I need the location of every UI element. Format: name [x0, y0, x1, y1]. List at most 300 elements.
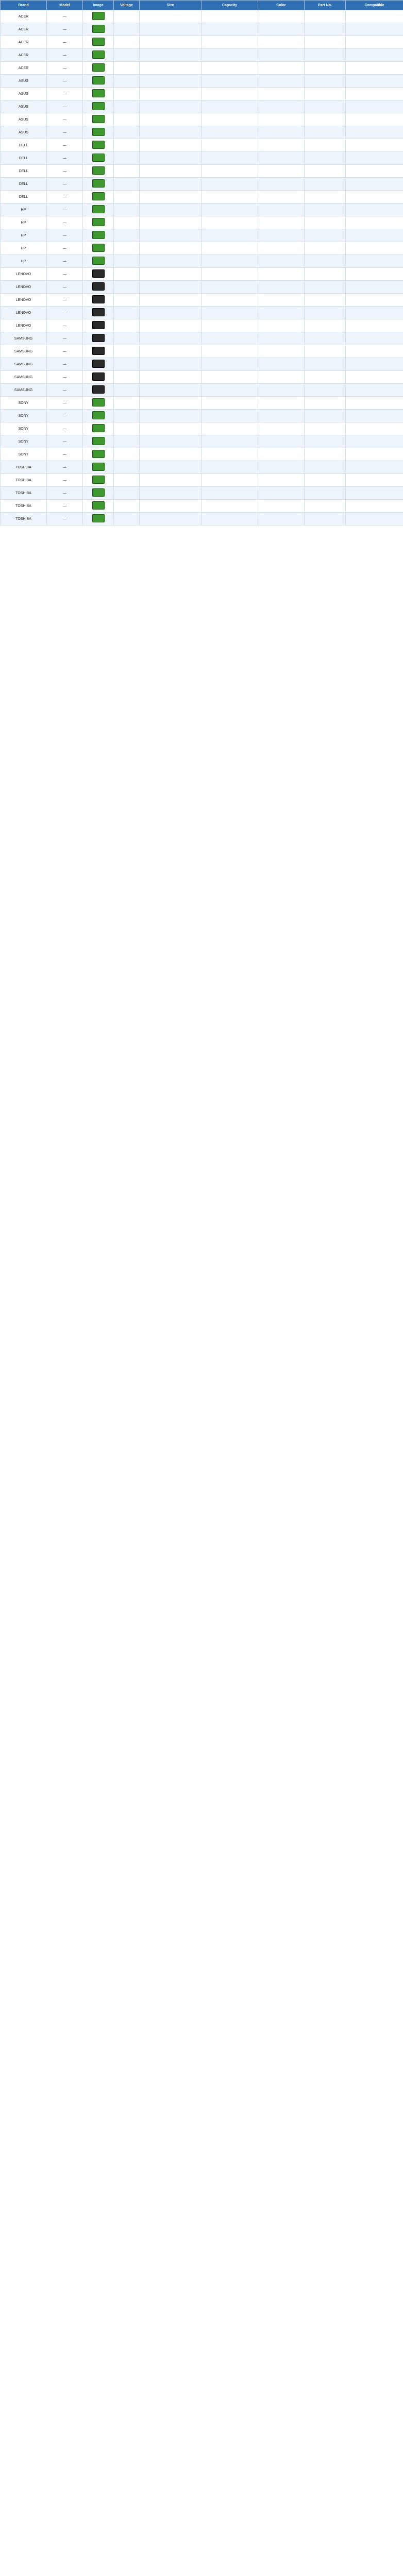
product-thumbnail-icon[interactable]: [92, 141, 105, 149]
cell-model: —: [47, 358, 83, 371]
table-row[interactable]: [1, 23, 403, 36]
cell-voltage: [114, 319, 140, 332]
cell-compatible: [346, 36, 403, 49]
cell-brand: SAMSUNG: [1, 371, 47, 384]
cell-model: —: [47, 435, 83, 448]
cell-voltage: [114, 62, 140, 75]
cell-voltage: [114, 448, 140, 461]
cell-part-no: [305, 294, 346, 307]
cell-capacity: [202, 126, 258, 139]
cell-compatible: [346, 165, 403, 178]
cell-model: —: [47, 216, 83, 229]
product-thumbnail-icon[interactable]: [92, 128, 105, 136]
cell-part-no: [305, 229, 346, 242]
product-thumbnail-icon[interactable]: [92, 476, 105, 484]
cell-image: [83, 229, 114, 242]
cell-size: [140, 474, 202, 487]
product-thumbnail-icon[interactable]: [92, 102, 105, 110]
cell-model: —: [47, 229, 83, 242]
cell-model: —: [47, 345, 83, 358]
product-thumbnail-icon[interactable]: [92, 321, 105, 329]
cell-voltage: [114, 242, 140, 255]
cell-compatible: [346, 371, 403, 384]
cell-image: [83, 307, 114, 319]
cell-voltage: [114, 229, 140, 242]
cell-compatible: [346, 152, 403, 165]
cell-capacity: [202, 461, 258, 474]
cell-part-no: [305, 242, 346, 255]
cell-color: [258, 36, 305, 49]
cell-size: [140, 152, 202, 165]
product-thumbnail-icon[interactable]: [92, 411, 105, 419]
product-thumbnail-icon[interactable]: [92, 76, 105, 84]
table-row[interactable]: [1, 487, 403, 500]
table-row[interactable]: [1, 358, 403, 371]
cell-color: [258, 88, 305, 100]
cell-part-no: [305, 474, 346, 487]
cell-brand: SONY: [1, 410, 47, 422]
cell-color: [258, 500, 305, 513]
table-row[interactable]: [1, 152, 403, 165]
cell-color: [258, 294, 305, 307]
table-row[interactable]: [1, 397, 403, 410]
product-thumbnail-icon[interactable]: [92, 501, 105, 510]
product-thumbnail-icon[interactable]: [92, 25, 105, 33]
cell-model: —: [47, 448, 83, 461]
cell-image: [83, 410, 114, 422]
cell-brand: HP: [1, 204, 47, 216]
cell-compatible: [346, 88, 403, 100]
product-thumbnail-icon[interactable]: [92, 154, 105, 162]
cell-compatible: [346, 307, 403, 319]
cell-model: —: [47, 113, 83, 126]
cell-size: [140, 410, 202, 422]
cell-model: —: [47, 204, 83, 216]
cell-size: [140, 229, 202, 242]
product-thumbnail-icon[interactable]: [92, 488, 105, 497]
cell-capacity: [202, 422, 258, 435]
cell-voltage: [114, 36, 140, 49]
product-thumbnail-icon[interactable]: [92, 450, 105, 458]
cell-color: [258, 100, 305, 113]
product-thumbnail-icon[interactable]: [92, 372, 105, 381]
cell-model: —: [47, 178, 83, 191]
cell-compatible: [346, 23, 403, 36]
table-row[interactable]: [1, 126, 403, 139]
table-row[interactable]: [1, 204, 403, 216]
cell-capacity: [202, 513, 258, 526]
table-row[interactable]: [1, 268, 403, 281]
table-row[interactable]: [1, 100, 403, 113]
cell-capacity: [202, 371, 258, 384]
cell-color: [258, 178, 305, 191]
product-thumbnail-icon[interactable]: [92, 166, 105, 175]
cell-compatible: [346, 319, 403, 332]
cell-capacity: [202, 100, 258, 113]
cell-model: —: [47, 500, 83, 513]
cell-size: [140, 358, 202, 371]
cell-part-no: [305, 152, 346, 165]
cell-voltage: [114, 88, 140, 100]
product-thumbnail-icon[interactable]: [92, 463, 105, 471]
product-thumbnail-icon[interactable]: [92, 50, 105, 59]
cell-brand: HP: [1, 242, 47, 255]
table-row[interactable]: [1, 165, 403, 178]
product-thumbnail-icon[interactable]: [92, 231, 105, 239]
cell-capacity: [202, 358, 258, 371]
cell-part-no: [305, 268, 346, 281]
cell-model: —: [47, 242, 83, 255]
parts-table: [0, 0, 403, 526]
cell-model: —: [47, 23, 83, 36]
cell-compatible: [346, 448, 403, 461]
header-part-no: Part No.: [305, 1, 346, 10]
cell-voltage: [114, 191, 140, 204]
cell-size: [140, 500, 202, 513]
header-color: Color: [258, 1, 305, 10]
cell-compatible: [346, 422, 403, 435]
cell-color: [258, 165, 305, 178]
cell-size: [140, 345, 202, 358]
table-row[interactable]: [1, 384, 403, 397]
cell-image: [83, 397, 114, 410]
table-row[interactable]: [1, 75, 403, 88]
cell-brand: SONY: [1, 422, 47, 435]
table-row[interactable]: [1, 513, 403, 526]
cell-color: [258, 191, 305, 204]
cell-voltage: [114, 281, 140, 294]
cell-brand: TOSHIBA: [1, 461, 47, 474]
cell-voltage: [114, 397, 140, 410]
cell-brand: TOSHIBA: [1, 474, 47, 487]
cell-model: —: [47, 487, 83, 500]
cell-part-no: [305, 384, 346, 397]
table-row[interactable]: [1, 500, 403, 513]
cell-compatible: [346, 229, 403, 242]
cell-voltage: [114, 332, 140, 345]
product-thumbnail-icon[interactable]: [92, 244, 105, 252]
cell-brand: SAMSUNG: [1, 332, 47, 345]
cell-size: [140, 242, 202, 255]
table-row[interactable]: [1, 191, 403, 204]
product-thumbnail-icon[interactable]: [92, 179, 105, 188]
cell-color: [258, 126, 305, 139]
cell-size: [140, 319, 202, 332]
cell-color: [258, 75, 305, 88]
table-row[interactable]: [1, 294, 403, 307]
table-row[interactable]: [1, 88, 403, 100]
cell-part-no: [305, 448, 346, 461]
cell-brand: DELL: [1, 178, 47, 191]
product-thumbnail-icon[interactable]: [92, 385, 105, 394]
product-thumbnail-icon[interactable]: [92, 437, 105, 445]
cell-compatible: [346, 487, 403, 500]
cell-color: [258, 229, 305, 242]
cell-compatible: [346, 281, 403, 294]
cell-brand: SAMSUNG: [1, 358, 47, 371]
cell-color: [258, 384, 305, 397]
cell-brand: TOSHIBA: [1, 500, 47, 513]
cell-capacity: [202, 229, 258, 242]
table-row[interactable]: [1, 113, 403, 126]
cell-brand: DELL: [1, 152, 47, 165]
cell-part-no: [305, 126, 346, 139]
cell-compatible: [346, 397, 403, 410]
cell-compatible: [346, 191, 403, 204]
product-thumbnail-icon[interactable]: [92, 38, 105, 46]
cell-color: [258, 49, 305, 62]
cell-capacity: [202, 255, 258, 268]
cell-brand: DELL: [1, 139, 47, 152]
table-row[interactable]: [1, 281, 403, 294]
cell-voltage: [114, 371, 140, 384]
cell-size: [140, 307, 202, 319]
cell-capacity: [202, 191, 258, 204]
table-row[interactable]: [1, 242, 403, 255]
cell-color: [258, 113, 305, 126]
cell-size: [140, 397, 202, 410]
cell-size: [140, 448, 202, 461]
cell-capacity: [202, 113, 258, 126]
cell-compatible: [346, 500, 403, 513]
cell-part-no: [305, 36, 346, 49]
cell-image: [83, 178, 114, 191]
header-size: Size: [140, 1, 202, 10]
cell-compatible: [346, 139, 403, 152]
cell-model: —: [47, 36, 83, 49]
cell-voltage: [114, 268, 140, 281]
cell-brand: SAMSUNG: [1, 345, 47, 358]
table-row[interactable]: [1, 49, 403, 62]
cell-voltage: [114, 487, 140, 500]
table-row[interactable]: [1, 178, 403, 191]
cell-model: —: [47, 319, 83, 332]
cell-color: [258, 422, 305, 435]
cell-color: [258, 62, 305, 75]
cell-capacity: [202, 204, 258, 216]
cell-color: [258, 268, 305, 281]
cell-color: [258, 487, 305, 500]
cell-size: [140, 10, 202, 23]
cell-compatible: [346, 410, 403, 422]
cell-part-no: [305, 139, 346, 152]
cell-voltage: [114, 294, 140, 307]
cell-brand: ACER: [1, 36, 47, 49]
cell-compatible: [346, 126, 403, 139]
table-row[interactable]: [1, 36, 403, 49]
cell-compatible: [346, 100, 403, 113]
table-row[interactable]: [1, 422, 403, 435]
table-row[interactable]: [1, 345, 403, 358]
cell-compatible: [346, 474, 403, 487]
product-thumbnail-icon[interactable]: [92, 398, 105, 406]
table-row[interactable]: [1, 448, 403, 461]
product-thumbnail-icon[interactable]: [92, 360, 105, 368]
cell-part-no: [305, 319, 346, 332]
cell-voltage: [114, 204, 140, 216]
parts-list-page: [0, 0, 403, 526]
product-thumbnail-icon[interactable]: [92, 514, 105, 522]
cell-part-no: [305, 178, 346, 191]
cell-voltage: [114, 384, 140, 397]
cell-image: [83, 152, 114, 165]
cell-part-no: [305, 307, 346, 319]
cell-brand: LENOVO: [1, 294, 47, 307]
table-row[interactable]: [1, 139, 403, 152]
table-row[interactable]: [1, 319, 403, 332]
cell-image: [83, 242, 114, 255]
cell-color: [258, 358, 305, 371]
cell-color: [258, 345, 305, 358]
cell-size: [140, 294, 202, 307]
table-row[interactable]: [1, 10, 403, 23]
cell-model: —: [47, 281, 83, 294]
cell-voltage: [114, 165, 140, 178]
cell-image: [83, 448, 114, 461]
cell-model: —: [47, 126, 83, 139]
cell-capacity: [202, 152, 258, 165]
cell-size: [140, 281, 202, 294]
cell-brand: ASUS: [1, 100, 47, 113]
product-thumbnail-icon[interactable]: [92, 192, 105, 200]
cell-size: [140, 113, 202, 126]
cell-capacity: [202, 384, 258, 397]
cell-size: [140, 384, 202, 397]
product-thumbnail-icon[interactable]: [92, 218, 105, 226]
cell-capacity: [202, 345, 258, 358]
cell-size: [140, 191, 202, 204]
cell-size: [140, 371, 202, 384]
table-row[interactable]: [1, 332, 403, 345]
cell-part-no: [305, 23, 346, 36]
cell-voltage: [114, 10, 140, 23]
cell-image: [83, 100, 114, 113]
cell-part-no: [305, 165, 346, 178]
cell-voltage: [114, 513, 140, 526]
cell-capacity: [202, 49, 258, 62]
cell-size: [140, 422, 202, 435]
product-thumbnail-icon[interactable]: [92, 308, 105, 316]
product-thumbnail-icon[interactable]: [92, 269, 105, 278]
cell-capacity: [202, 139, 258, 152]
cell-image: [83, 281, 114, 294]
cell-image: [83, 255, 114, 268]
cell-size: [140, 513, 202, 526]
table-row[interactable]: [1, 410, 403, 422]
table-row[interactable]: [1, 229, 403, 242]
cell-part-no: [305, 49, 346, 62]
cell-capacity: [202, 448, 258, 461]
cell-voltage: [114, 435, 140, 448]
cell-size: [140, 216, 202, 229]
product-thumbnail-icon[interactable]: [92, 334, 105, 342]
cell-part-no: [305, 204, 346, 216]
cell-capacity: [202, 178, 258, 191]
cell-size: [140, 36, 202, 49]
cell-voltage: [114, 358, 140, 371]
cell-brand: LENOVO: [1, 281, 47, 294]
cell-capacity: [202, 242, 258, 255]
cell-voltage: [114, 216, 140, 229]
table-row[interactable]: [1, 307, 403, 319]
product-thumbnail-icon[interactable]: [92, 424, 105, 432]
cell-brand: SONY: [1, 397, 47, 410]
table-row[interactable]: [1, 461, 403, 474]
cell-part-no: [305, 332, 346, 345]
product-thumbnail-icon[interactable]: [92, 347, 105, 355]
cell-color: [258, 448, 305, 461]
cell-brand: LENOVO: [1, 319, 47, 332]
table-row[interactable]: [1, 255, 403, 268]
cell-size: [140, 487, 202, 500]
cell-size: [140, 461, 202, 474]
cell-model: —: [47, 474, 83, 487]
table-row[interactable]: [1, 435, 403, 448]
cell-model: —: [47, 100, 83, 113]
cell-size: [140, 165, 202, 178]
product-thumbnail-icon[interactable]: [92, 12, 105, 20]
header-image: Image: [83, 1, 114, 10]
cell-color: [258, 255, 305, 268]
cell-capacity: [202, 474, 258, 487]
cell-voltage: [114, 23, 140, 36]
cell-image: [83, 75, 114, 88]
cell-size: [140, 255, 202, 268]
cell-color: [258, 319, 305, 332]
cell-image: [83, 113, 114, 126]
cell-color: [258, 461, 305, 474]
table-row[interactable]: [1, 474, 403, 487]
cell-image: [83, 126, 114, 139]
product-thumbnail-icon[interactable]: [92, 295, 105, 303]
cell-brand: ASUS: [1, 88, 47, 100]
cell-color: [258, 216, 305, 229]
cell-model: —: [47, 461, 83, 474]
product-thumbnail-icon[interactable]: [92, 257, 105, 265]
cell-image: [83, 165, 114, 178]
table-body: [1, 10, 403, 526]
cell-compatible: [346, 204, 403, 216]
cell-capacity: [202, 10, 258, 23]
cell-compatible: [346, 358, 403, 371]
product-thumbnail-icon[interactable]: [92, 205, 105, 213]
product-thumbnail-icon[interactable]: [92, 282, 105, 291]
cell-size: [140, 204, 202, 216]
cell-part-no: [305, 422, 346, 435]
cell-part-no: [305, 191, 346, 204]
cell-model: —: [47, 332, 83, 345]
cell-image: [83, 10, 114, 23]
cell-image: [83, 294, 114, 307]
cell-color: [258, 139, 305, 152]
cell-part-no: [305, 100, 346, 113]
product-thumbnail-icon[interactable]: [92, 89, 105, 97]
cell-part-no: [305, 487, 346, 500]
cell-model: —: [47, 139, 83, 152]
cell-brand: ASUS: [1, 113, 47, 126]
table-row[interactable]: [1, 62, 403, 75]
product-thumbnail-icon[interactable]: [92, 63, 105, 72]
cell-image: [83, 204, 114, 216]
cell-compatible: [346, 216, 403, 229]
table-row[interactable]: [1, 371, 403, 384]
table-row[interactable]: [1, 216, 403, 229]
cell-color: [258, 435, 305, 448]
cell-compatible: [346, 268, 403, 281]
cell-color: [258, 307, 305, 319]
product-thumbnail-icon[interactable]: [92, 115, 105, 123]
cell-compatible: [346, 255, 403, 268]
